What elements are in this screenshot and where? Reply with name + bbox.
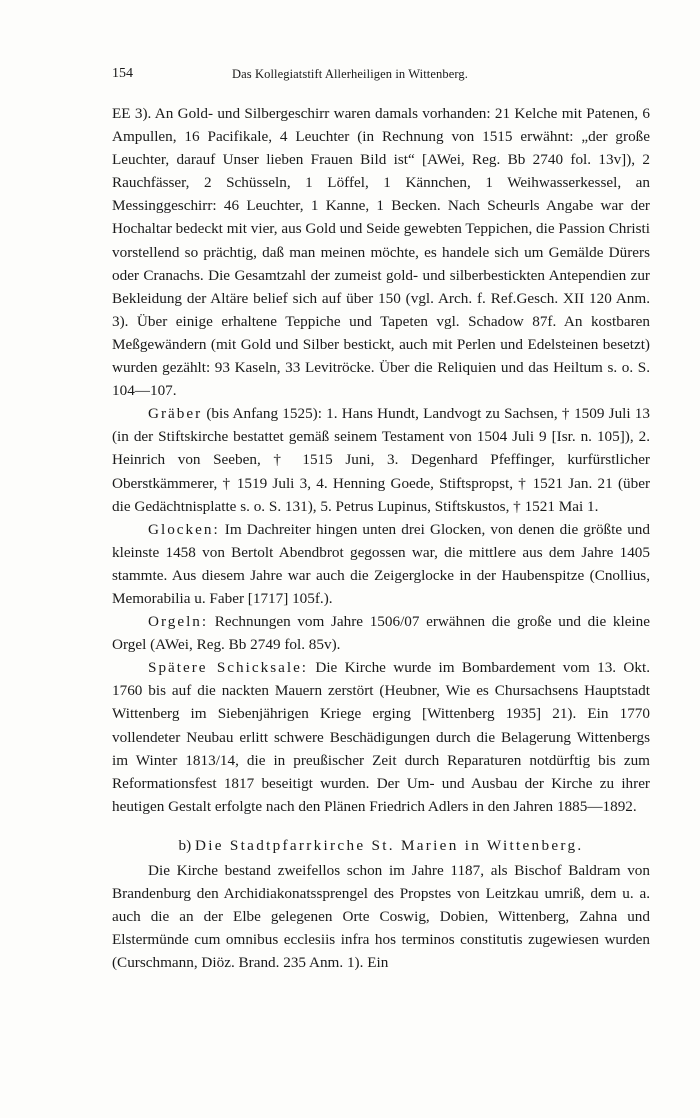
paragraph-orgeln: Orgeln: Rechnungen vom Jahre 1506/07 erwähnen die große und die kleine Orgel (AWei, Reg. Bb 2749 fol. 85v). — [112, 613, 650, 654]
paragraph-lead: Gräber — [148, 405, 203, 423]
section-heading — [112, 834, 650, 857]
paragraph-lead: Spätere Schicksale: — [148, 659, 309, 677]
section-title: Die Stadtpfarrkirche St. Marien in Wittenberg. — [194, 836, 584, 854]
page-header — [112, 66, 650, 88]
body-text — [112, 102, 650, 974]
paragraph-lead: Orgeln: — [148, 613, 209, 631]
paragraph-marienkirche: Die Kirche bestand zweifellos schon im Jahre 1187, als Bischof Baldram von Brandenburg den Archidiakonatssprengel des Propstes von Leitzkau umriß, dem u. a. auch die an der Elbe gelegenen Orte Coswig, Dobien, Wittenberg, Zahna und Elstermünde cum omnibus ecclesiis infra hos terminos constitutis zugewiesen wurden (Curschmann, Diöz. Brand. 235 Anm. 1). Ein — [112, 861, 650, 972]
paragraph-lead: Glocken: — [148, 520, 220, 538]
paragraph-inventory: EE 3). An Gold- und Silbergeschirr waren damals vorhanden: 21 Kelche mit Patenen, 6 Ampullen, 16 Pacifikale, 4 Leuchter (in Rechnung von 1515 erwähnt: „der große Leuchter, darauf Unser lieben Frauen Bild ist“ [AWei, Reg. Bb 2740 fol. 13v]), 2 Rauchfässer, 2 Schüsseln, 1 Löffel, 1 Kännchen, 1 Weihwasserkessel, an Messinggeschirr: 46 Leuchter, 1 Kanne, 1 Becken. Nach Scheurls Angabe war der Hochaltar bedeckt mit vier, aus Gold und Seide gewebten Teppichen, die Passion Christi vorstellend so prächtig, daß man meinen möchte, es handele sich um Gemälde Dürers oder Cranachs. Die Gesamtzahl der zumeist gold- und silberbestickten Antependien zur Bekleidung der Altäre belief sich auf über 150 (vgl. Arch. f. Ref.Gesch. XII 120 Anm. 3). Über einige erhaltene Teppiche und Tapeten vgl. Schadow 87f. An kostbaren Meßgewändern (mit Gold und Silber bestickt, auch mit Perlen und Edelsteinen besetzt) wurden gezählt: 93 Kaseln, 33 Levitröcke. Über die Reliquien und das Heiltum s. o. S. 104—107. — [112, 105, 650, 400]
paragraph-schicksale: Spätere Schicksale: Die Kirche wurde im Bombardement vom 13. Okt. 1760 bis auf die nackten Mauern zerstört (Heubner, Wie es Chursachsens Hauptstadt Wittenberg im Siebenjährigen Kriege erging [Wittenberg 1935] 21). Ein 1770 vollendeter Neubau erlitt schwere Beschädigungen durch die Belagerung Wittenbergs im Winter 1813/14, die in preußischer Zeit durch Reparaturen notdürftig bis zum Reformationsfest 1817 beseitigt wurden. Der Um- und Ausbau der Kirche zu ihrer heutigen Gestalt erfolgte nach den Plänen Friedrich Adlers in den Jahren 1885—1892. — [112, 659, 650, 815]
running-head: Das Kollegiatstift Allerheiligen in Wittenberg. — [232, 67, 468, 81]
paragraph-glocken: Glocken: Im Dachreiter hingen unten drei Glocken, von denen die größte und kleinste 1458 von Bertolt Abendbrot gegossen war, die mittlere aus dem Jahre 1405 stammte. Aus diesem Jahre war auch die Zeigerglocke in der Haubenspitze (Cnollius, Memorabilia u. Faber [1717] 105f.). — [112, 520, 650, 607]
section-label: b) — [178, 836, 192, 854]
page — [112, 66, 650, 974]
paragraph-graeber: Gräber (bis Anfang 1525): 1. Hans Hundt, Landvogt zu Sachsen, † 1509 Juli 13 (in der Stiftskirche bestattet gemäß seinem Testament von 1504 Juli 9 [Isr. n. 105]), 2. Heinrich von Seeben, † 1515 Juni, 3. Degenhard Pfeffinger, kurfürstlicher Oberstkämmerer, † 1519 Juli 3, 4. Henning Goede, Stiftspropst, † 1521 Jan. 21 (über die Gedächtnisplatte s. o. S. 131), 5. Petrus Lupinus, Stiftskustos, † 1521 Mai 1. — [112, 405, 650, 515]
page-number: 154 — [112, 66, 133, 81]
